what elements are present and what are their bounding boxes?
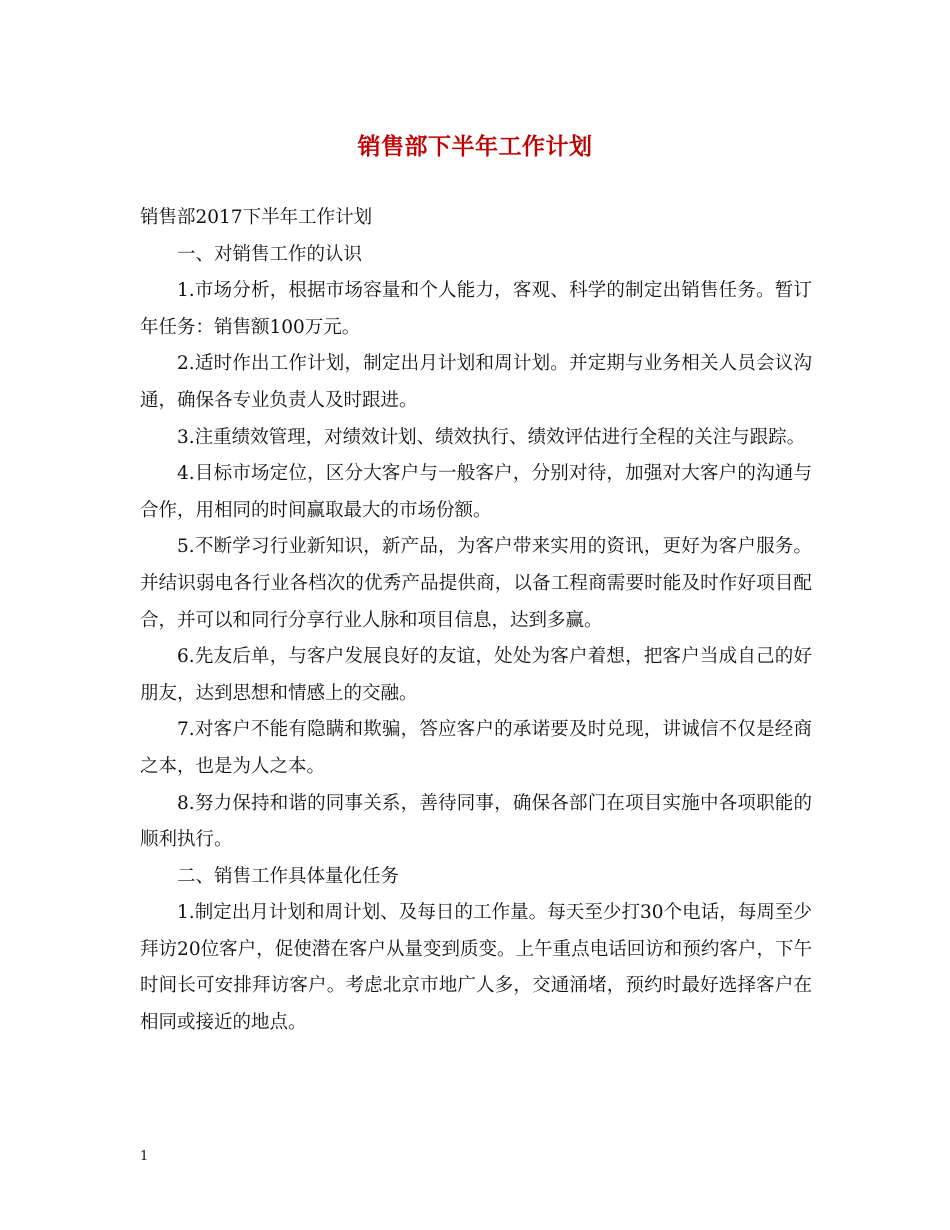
body-paragraph: 6.先友后单，与客户发展良好的友谊，处处为客户着想，把客户当成自己的好朋友，达到思想和情感上的交融。 (140, 646, 812, 704)
body-paragraph: 1.市场分析，根据市场容量和个人能力，客观、科学的制定出销售任务。暂订年任务：销售额100万元。 (140, 280, 812, 338)
body-paragraph: 1.制定出月计划和周计划、及每日的工作量。每天至少打30个电话，每周至少拜访20位客户，促使潜在客户从量变到质变。上午重点电话回访和预约客户，下午时间长可安排拜访客户。考虑北京市地广人多，交通涌堵，预约时最好选择客户在相同或接近的地点。 (140, 902, 812, 1034)
section-heading: 一、对销售工作的认识 (177, 243, 363, 265)
section-heading: 二、销售工作具体量化任务 (177, 865, 400, 887)
body-paragraph: 8.努力保持和谐的同事关系，善待同事，确保各部门在项目实施中各项职能的顺利执行。 (140, 792, 812, 851)
body-paragraph: 4.目标市场定位，区分大客户与一般客户，分别对待，加强对大客户的沟通与合作，用相同的时间赢取最大的市场份额。 (140, 463, 812, 521)
page-number: 1 (140, 1149, 149, 1164)
document-title: 销售部下半年工作计划 (357, 133, 593, 160)
document-body (140, 200, 812, 1042)
body-paragraph: 3.注重绩效管理，对绩效计划、绩效执行、绩效评估进行全程的关注与跟踪。 (177, 426, 806, 448)
body-paragraph: 销售部2017下半年工作计划 (140, 207, 373, 228)
body-paragraph: 7.对客户不能有隐瞒和欺骗，答应客户的承诺要及时兑现，讲诚信不仅是经商之本，也是为人之本。 (140, 719, 812, 777)
body-paragraph: 5.不断学习行业新知识，新产品，为客户带来实用的资讯，更好为客户服务。并结识弱电各行业各档次的优秀产品提供商，以备工程商需要时能及时作好项目配合，并可以和同行分享行业人脉和项目信息，达到多赢。 (140, 536, 812, 631)
body-paragraph: 2.适时作出工作计划，制定出月计划和周计划。并定期与业务相关人员会议沟通，确保各专业负责人及时跟进。 (140, 353, 812, 411)
